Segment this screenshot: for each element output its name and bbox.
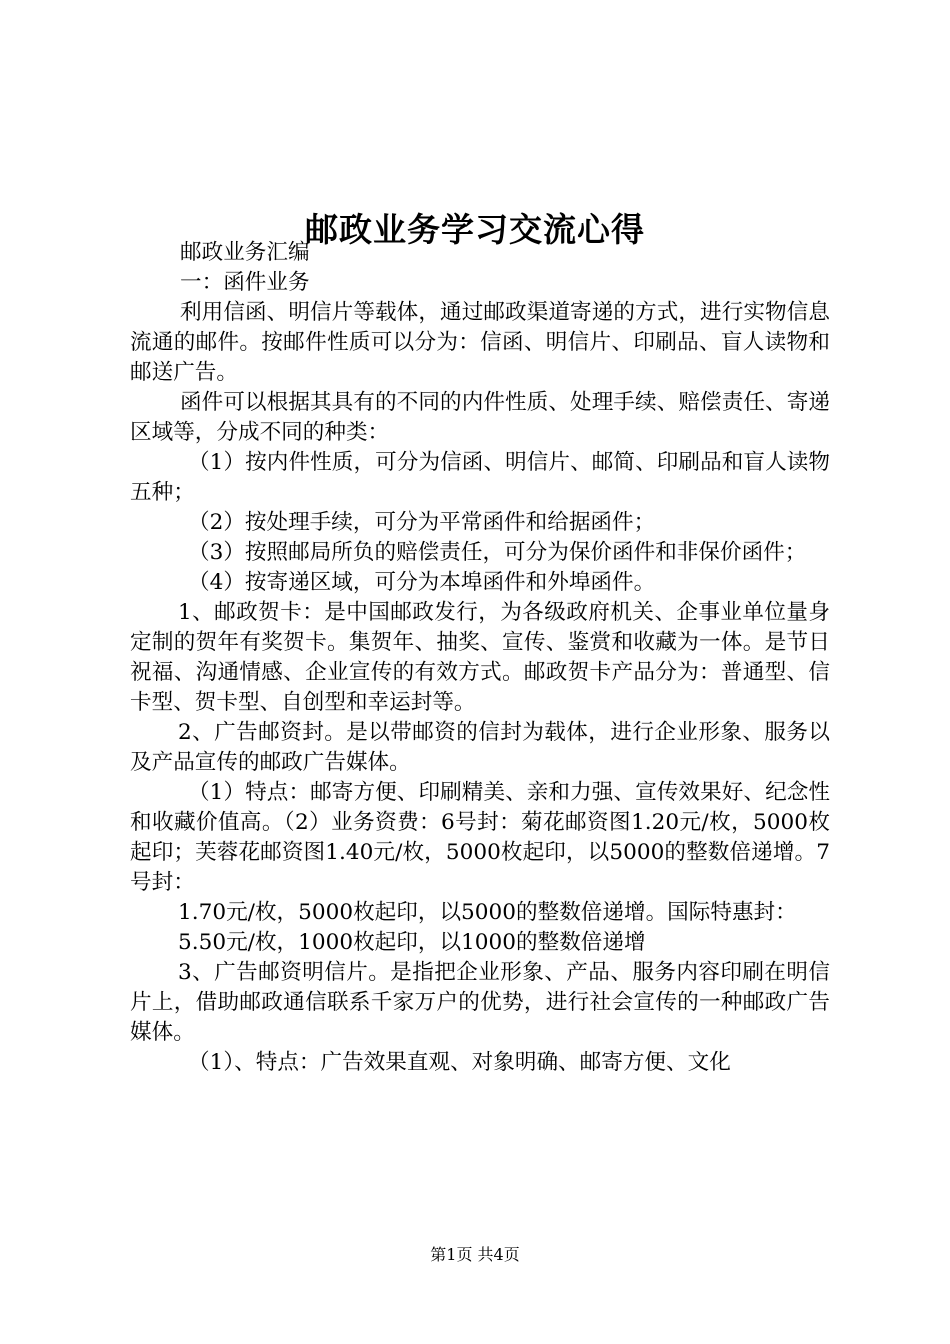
paragraph: 利用信函、明信片等载体，通过邮政渠道寄递的方式，进行实物信息流通的邮件。按邮件性质可以分为：信函、明信片、印刷品、盲人读物和邮送广告。 [130, 300, 830, 385]
paragraph: 2、广告邮资封。是以带邮资的信封为载体，进行企业形象、服务以及产品宣传的邮政广告媒体。 [130, 720, 830, 775]
paragraph: （3）按照邮局所负的赔偿责任，可分为保价函件和非保价函件； [188, 540, 807, 565]
paragraph: 5.50元/枚，1000枚起印，以1000的整数倍递增 [178, 930, 646, 955]
paragraph: 1、邮政贺卡：是中国邮政发行，为各级政府机关、企事业单位量身定制的贺年有奖贺卡。集贺年、抽奖、宣传、鉴赏和收藏为一体。是节日祝福、沟通情感、企业宣传的有效方式。邮政贺卡产品分为：普通型、信卡型、贺卡型、自创型和幸运封等。 [130, 600, 830, 715]
paragraph: （1）按内件性质，可分为信函、明信片、邮简、印刷品和盲人读物五种； [130, 450, 830, 505]
paragraph: 一：函件业务 [180, 270, 310, 295]
document-body [130, 238, 830, 1078]
paragraph: 邮政业务汇编 [180, 240, 310, 265]
paragraph: 函件可以根据其具有的不同的内件性质、处理手续、赔偿责任、寄递区域等，分成不同的种类： [130, 390, 830, 445]
document-title: 邮政业务学习交流心得 [305, 210, 645, 250]
paragraph: （1）特点：邮寄方便、印刷精美、亲和力强、宣传效果好、纪念性和收藏价值高。（2）业务资费：6号封：菊花邮资图1.20元/枚，5000枚起印；芙蓉花邮资图1.40元/枚，5000枚起印，以5000的整数倍递增。7号封： [130, 780, 830, 895]
paragraph: （4）按寄递区域，可分为本埠函件和外埠函件。 [188, 570, 656, 595]
paragraph: 1.70元/枚，5000枚起印，以5000的整数倍递增。国际特惠封： [178, 900, 797, 925]
paragraph: （2）按处理手续，可分为平常函件和给据函件； [188, 510, 656, 535]
paragraph: 3、广告邮资明信片。是指把企业形象、产品、服务内容印刷在明信片上，借助邮政通信联系千家万户的优势，进行社会宣传的一种邮政广告媒体。 [130, 960, 830, 1045]
page-number: 第1页 共4页 [430, 1245, 520, 1264]
paragraph: （1）、特点：广告效果直观、对象明确、邮寄方便、文化 [188, 1050, 731, 1075]
